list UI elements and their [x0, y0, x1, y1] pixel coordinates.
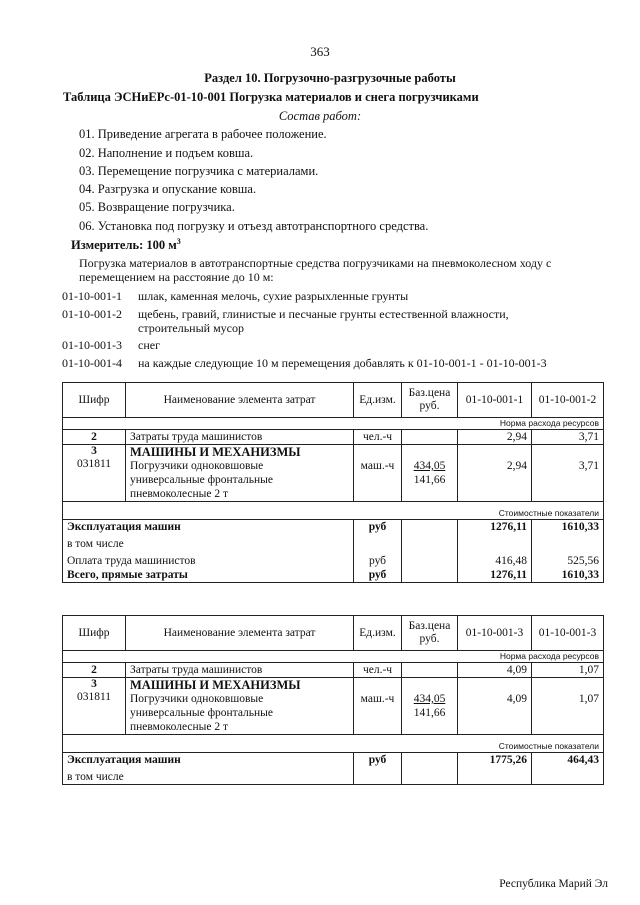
header-price-line: руб. [419, 633, 440, 645]
header-code: Шифр [63, 383, 126, 418]
header-base-price [402, 383, 458, 418]
row-name: Эксплуатация машин [63, 520, 354, 535]
table-row [63, 663, 604, 678]
header-col-2: 01-10-001-3 [532, 616, 604, 651]
table-row [63, 767, 604, 785]
header-col-1: 01-10-001-1 [458, 383, 532, 418]
table-header-row [63, 383, 604, 418]
row-unit: чел.-ч [354, 430, 402, 445]
work-step: 05. Возвращение погрузчика. [79, 200, 235, 214]
measure-unit [71, 237, 181, 253]
row-name: Эксплуатация машин [63, 753, 354, 768]
cost-label-row [63, 735, 604, 753]
row-unit-line: маш.-ч [360, 693, 395, 705]
row-value-1: 416,48 [458, 551, 532, 568]
work-step: 01. Приведение агрегата в рабочее положение. [79, 127, 327, 141]
table-row [63, 678, 604, 735]
header-col-1: 01-10-001-3 [458, 616, 532, 651]
row-value-2: 1610,33 [532, 568, 604, 583]
row-value-line: 2,94 [506, 460, 527, 472]
header-price-line: Баз.цена [408, 620, 451, 632]
table-title: Таблица ЭСНиЕРс-01-10-001 Погрузка материалов и снега погрузчиками [63, 90, 479, 104]
row-name-line: Погрузчики одноковшовые [130, 460, 264, 472]
header-name: Наименование элемента затрат [126, 383, 354, 418]
row-code-line: 031811 [76, 458, 112, 470]
header-price-line: руб. [419, 400, 440, 412]
row-unit: руб [354, 753, 402, 768]
item-text: щебень, гравий, глинистые и песчаные грунты естественной влажности, [138, 307, 509, 321]
header-code: Шифр [63, 616, 126, 651]
row-price-line: 141,66 [413, 474, 446, 486]
group-title: МАШИНЫ И МЕХАНИЗМЫ [130, 445, 301, 459]
row-price [402, 430, 458, 445]
row-value-1: 1775,26 [458, 753, 532, 768]
row-value-2 [532, 678, 604, 735]
row-value-2 [532, 445, 604, 502]
row-code: 2 [63, 430, 126, 445]
row-code [63, 678, 126, 735]
section-title: Раздел 10. Погрузочно-разгрузочные работы [204, 71, 456, 85]
row-price-line: 141,66 [413, 707, 446, 719]
norm-label: Норма расхода ресурсов [63, 651, 604, 663]
norm-label-row [63, 418, 604, 430]
work-step: 02. Наполнение и подъем ковша. [79, 146, 254, 160]
work-step: 04. Разгрузка и опускание ковша. [79, 182, 257, 196]
row-price [402, 678, 458, 735]
description-line: Погрузка материалов в автотранспортные средства погрузчиками на пневмоколесном ходу с [79, 256, 552, 270]
item-code: 01-10-001-4 [62, 356, 122, 370]
row-value-2: 3,71 [532, 430, 604, 445]
description-line: перемещением на расстояние до 10 м: [79, 270, 274, 284]
item-code: 01-10-001-1 [62, 289, 122, 303]
table-row [63, 445, 604, 502]
item-text: снег [138, 338, 160, 352]
header-unit: Ед.изм. [354, 616, 402, 651]
measure-label: Измеритель: 100 м [71, 238, 177, 253]
work-step: 06. Установка под погрузку и отъезд автотранспортного средства. [79, 219, 429, 233]
row-value-1: 4,09 [458, 663, 532, 678]
work-step: 03. Перемещение погрузчика с материалами. [79, 164, 319, 178]
row-unit [354, 678, 402, 735]
item-text: шлак, каменная мелочь, сухие разрыхленные грунты [138, 289, 409, 303]
table-header-row [63, 616, 604, 651]
row-value-2: 464,43 [532, 753, 604, 768]
item-code: 01-10-001-3 [62, 338, 122, 352]
row-price-line: 434,05 [413, 460, 446, 472]
resource-table-2 [62, 615, 604, 785]
row-unit: руб [354, 520, 402, 535]
row-name [126, 678, 354, 735]
row-name-line: универсальные фронтальные [130, 474, 274, 486]
row-price-line: 434,05 [413, 693, 446, 705]
row-value-1 [458, 678, 532, 735]
row-value-1: 1276,11 [458, 520, 532, 535]
row-value-1 [458, 445, 532, 502]
table-row [63, 753, 604, 768]
row-name: в том числе [63, 534, 354, 551]
cost-label: Стоимостные показатели [63, 502, 604, 520]
row-value-1: 1276,11 [458, 568, 532, 583]
resource-table-1 [62, 382, 604, 583]
table-row [63, 568, 604, 583]
row-name: Всего, прямые затраты [63, 568, 354, 583]
row-price [402, 663, 458, 678]
header-unit: Ед.изм. [354, 383, 402, 418]
row-name: в том числе [63, 767, 354, 785]
header-name: Наименование элемента затрат [126, 616, 354, 651]
header-price-line: Баз.цена [408, 387, 451, 399]
table-row [63, 534, 604, 551]
row-unit: чел.-ч [354, 663, 402, 678]
table-row [63, 551, 604, 568]
norm-label-row [63, 651, 604, 663]
row-code-line: 031811 [76, 691, 112, 703]
row-value-1: 2,94 [458, 430, 532, 445]
item-text: строительный мусор [138, 321, 244, 335]
row-unit: руб [354, 551, 402, 568]
row-name: Оплата труда машинистов [63, 551, 354, 568]
row-value-2: 1,07 [532, 663, 604, 678]
footer-region: Республика Марий Эл [499, 878, 608, 890]
row-name-line: пневмоколесные 2 т [130, 488, 229, 500]
table-row [63, 520, 604, 535]
table-row [63, 430, 604, 445]
group-title: МАШИНЫ И МЕХАНИЗМЫ [130, 678, 301, 692]
header-col-2: 01-10-001-2 [532, 383, 604, 418]
row-unit [354, 445, 402, 502]
row-code-line: 3 [91, 445, 97, 457]
row-name-line: универсальные фронтальные [130, 707, 274, 719]
row-value-2: 1610,33 [532, 520, 604, 535]
cost-label-row [63, 502, 604, 520]
row-price [402, 445, 458, 502]
row-name [126, 445, 354, 502]
item-text: на каждые следующие 10 м перемещения добавлять к 01-10-001-1 - 01-10-001-3 [138, 356, 547, 370]
page-number: 363 [310, 44, 330, 59]
measure-superscript: 3 [176, 237, 181, 246]
row-name-line: Погрузчики одноковшовые [130, 693, 264, 705]
row-value-2: 525,56 [532, 551, 604, 568]
row-price [402, 520, 458, 535]
row-name: Затраты труда машинистов [126, 430, 354, 445]
norm-label: Норма расхода ресурсов [63, 418, 604, 430]
item-code: 01-10-001-2 [62, 307, 122, 321]
row-name: Затраты труда машинистов [126, 663, 354, 678]
row-unit-line: маш.-ч [360, 460, 395, 472]
header-base-price [402, 616, 458, 651]
row-unit: руб [354, 568, 402, 583]
row-code [63, 445, 126, 502]
composition-heading: Состав работ: [278, 109, 362, 123]
row-value-line: 4,09 [506, 693, 527, 705]
row-name-line: пневмоколесные 2 т [130, 721, 229, 733]
cost-label: Стоимостные показатели [63, 735, 604, 753]
row-code: 2 [63, 663, 126, 678]
row-value-line: 3,71 [578, 460, 599, 472]
row-price [402, 753, 458, 768]
row-value-line: 1,07 [578, 693, 599, 705]
row-code-line: 3 [91, 678, 97, 690]
